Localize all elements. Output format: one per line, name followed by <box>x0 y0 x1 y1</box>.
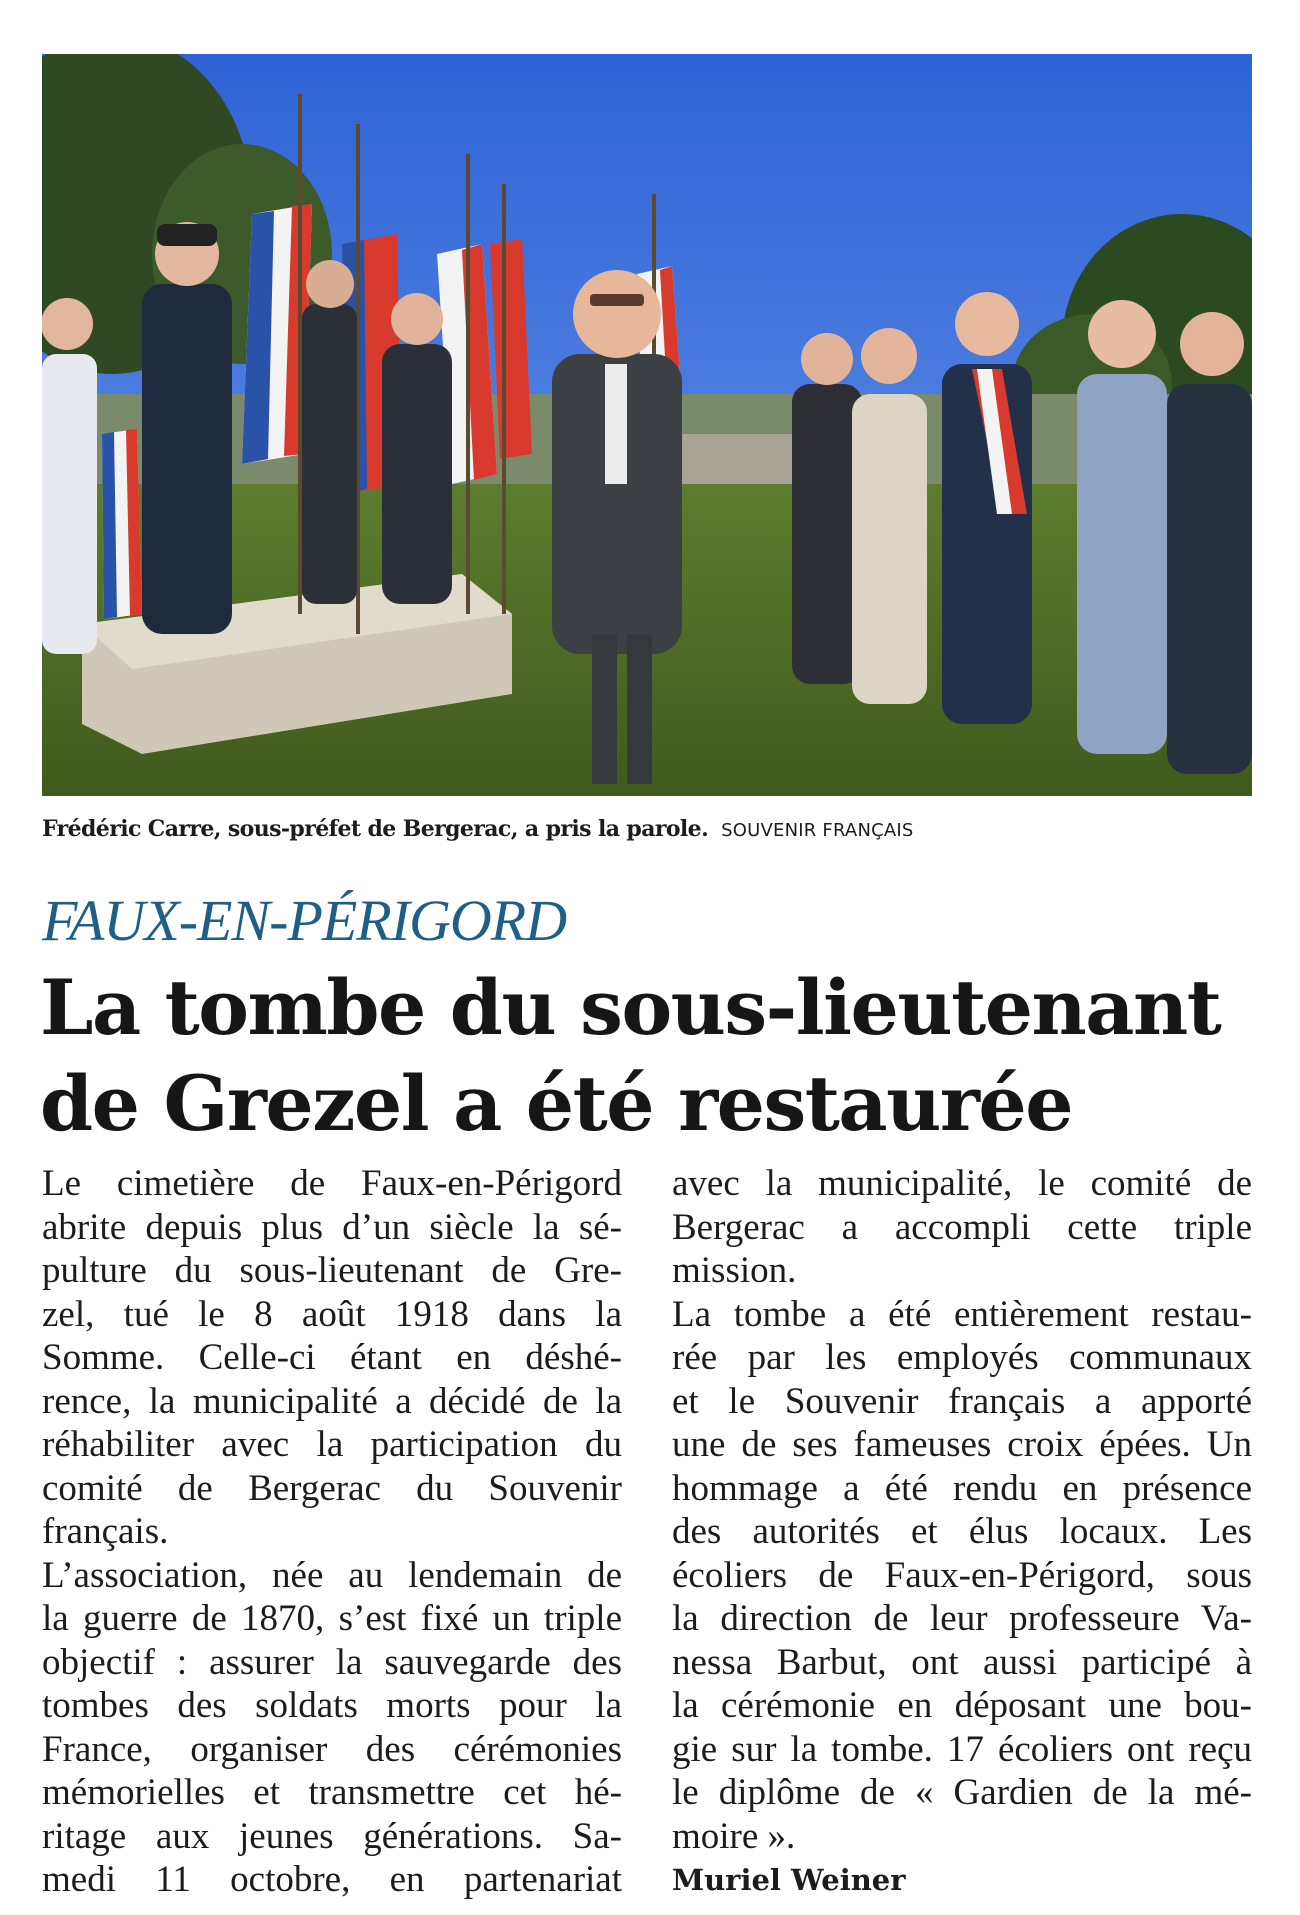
body-line: tombes des soldats morts pour la <box>42 1685 622 1726</box>
body-line: et le Souvenir français a apporté <box>672 1380 1252 1422</box>
headline-line: La tombe du sous-lieutenant <box>40 963 1221 1052</box>
body-line: réhabiliter avec la participation du <box>42 1424 622 1465</box>
body-line: gie sur la tombe. 17 écoliers ont reçu <box>672 1728 1252 1770</box>
body-line: avec la municipalité, le comité de <box>672 1163 1252 1204</box>
body-line: La tombe a été entièrement restau- <box>672 1293 1252 1335</box>
ceremony-photo-illustration <box>42 54 1252 796</box>
body-line: abrite depuis plus d’un siècle la sé- <box>42 1206 622 1248</box>
body-line: medi 11 octobre, en partenariat <box>42 1859 622 1900</box>
section-kicker: FAUX-EN-PÉRIGORD <box>42 888 567 953</box>
body-line: écoliers de Faux-en-Périgord, sous <box>672 1554 1252 1596</box>
body-line: comité de Bergerac du Souvenir <box>42 1467 622 1509</box>
body-line: mémorielles et transmettre cet hé- <box>42 1772 622 1813</box>
body-line: rée par les employés communaux <box>672 1337 1252 1378</box>
body-line: la guerre de 1870, s’est fixé un triple <box>42 1598 622 1639</box>
body-line: pulture du sous-lieutenant de Gre- <box>42 1250 622 1291</box>
body-line: France, organiser des cérémonies <box>42 1728 622 1770</box>
body-line: moire ». <box>672 1815 796 1857</box>
body-line: hommage a été rendu en présence <box>672 1467 1252 1509</box>
body-line: Bergerac a accompli cette triple <box>672 1206 1252 1248</box>
body-line: L’association, née au lendemain de <box>42 1554 622 1596</box>
photo-caption <box>42 814 1252 846</box>
body-line: la direction de leur professeure Va- <box>672 1598 1252 1639</box>
body-line: nessa Barbut, ont aussi participé à <box>672 1641 1252 1683</box>
body-line: Somme. Celle-ci étant en déshé- <box>42 1337 622 1378</box>
headline <box>40 960 1260 1152</box>
photo-credit: SOUVENIR FRANÇAIS <box>721 820 914 841</box>
author-byline: Muriel Weiner <box>672 1863 906 1897</box>
body-line: mission. <box>672 1250 797 1291</box>
headline-line: de Grezel a été restaurée <box>40 1059 1073 1148</box>
body-line: ritage aux jeunes générations. Sa- <box>42 1815 622 1857</box>
body-line: Le cimetière de Faux-en-Périgord <box>42 1163 622 1204</box>
body-line: rence, la municipalité a décidé de la <box>42 1380 622 1422</box>
caption-text: Frédéric Carre, sous-préfet de Bergerac, a pris la parole. <box>42 816 709 842</box>
body-line: une de ses fameuses croix épées. Un <box>672 1424 1252 1465</box>
body-line: français. <box>42 1511 169 1552</box>
body-line: le diplôme de « Gardien de la mé- <box>672 1772 1252 1813</box>
article-column-right <box>672 1162 1252 1900</box>
body-line: des autorités et élus locaux. Les <box>672 1511 1252 1552</box>
body-line: zel, tué le 8 août 1918 dans la <box>42 1293 622 1335</box>
body-line: objectif : assurer la sauvegarde des <box>42 1641 622 1683</box>
body-line: la cérémonie en déposant une bou- <box>672 1685 1252 1726</box>
article-column-left <box>42 1162 622 1902</box>
article-photo <box>42 54 1252 796</box>
